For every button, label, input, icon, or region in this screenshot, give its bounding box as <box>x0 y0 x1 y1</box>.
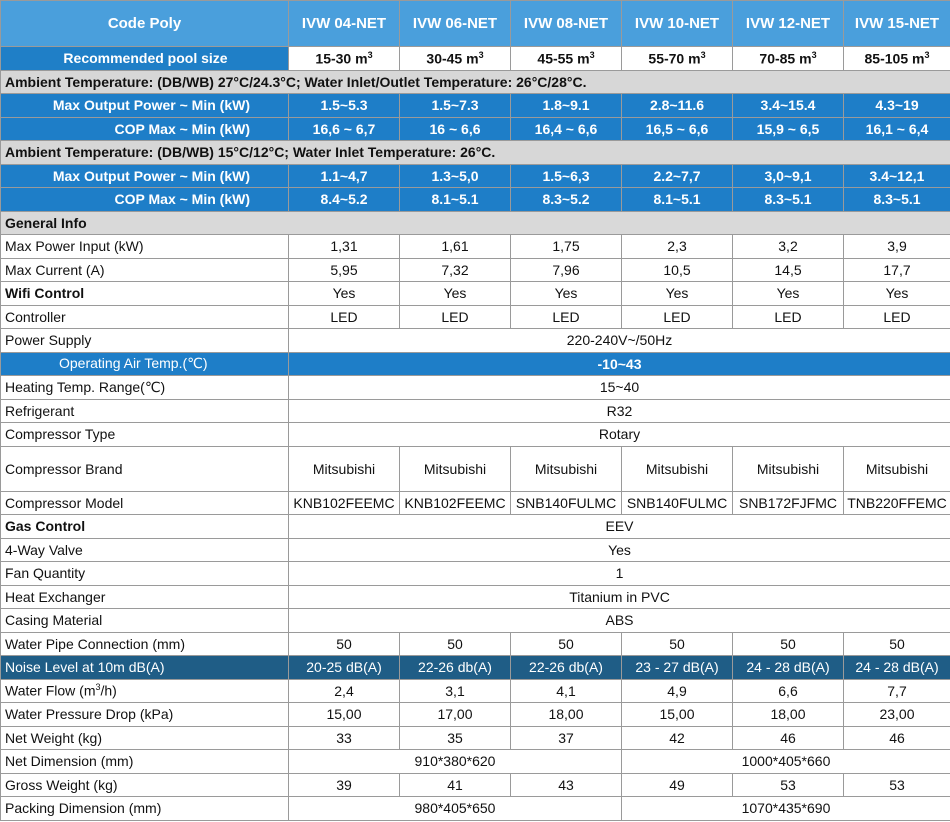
output-power-cell: 1.8~9.1 <box>511 94 622 118</box>
table-cell: Mitsubishi <box>511 446 622 491</box>
table-cell: 14,5 <box>733 258 844 282</box>
cop-cell: 16,4 ~ 6,6 <box>511 117 622 141</box>
output-power-cell: 1.5~7.3 <box>400 94 511 118</box>
output-power-cell: 1.3~5,0 <box>400 164 511 188</box>
table-cell: 37 <box>511 726 622 750</box>
table-cell: Yes <box>289 282 400 306</box>
table-cell: 46 <box>844 726 950 750</box>
table-cell: LED <box>733 305 844 329</box>
cop-cell: 16,1 ~ 6,4 <box>844 117 950 141</box>
cop-label: COP Max ~ Min (kW) <box>1 188 289 212</box>
table-row <box>1 235 950 259</box>
table-cell: 15,00 <box>289 703 400 727</box>
table-cell: 53 <box>733 773 844 797</box>
table-cell: Mitsubishi <box>622 446 733 491</box>
table-row <box>1 679 950 703</box>
table-row <box>1 703 950 727</box>
table-row <box>1 538 950 562</box>
table-cell: 1,75 <box>511 235 622 259</box>
output-power-cell: 1.5~5.3 <box>289 94 400 118</box>
table-cell: 1070*435*690 <box>622 797 950 821</box>
output-power-row-2 <box>1 164 950 188</box>
cop-cell: 15,9 ~ 6,5 <box>733 117 844 141</box>
table-cell: 2,4 <box>289 679 400 703</box>
table-cell: Mitsubishi <box>733 446 844 491</box>
table-cell: Yes <box>400 282 511 306</box>
table-cell: 10,5 <box>622 258 733 282</box>
table-cell: 23,00 <box>844 703 950 727</box>
table-row <box>1 399 950 423</box>
general-info-title: General Info <box>1 211 950 235</box>
row-label: Controller <box>1 305 289 329</box>
table-row <box>1 726 950 750</box>
table-cell: EEV <box>289 515 950 539</box>
row-label: Wifi Control <box>1 282 289 306</box>
output-power-cell: 2.2~7,7 <box>622 164 733 188</box>
table-cell: 1,61 <box>400 235 511 259</box>
table-cell: 35 <box>400 726 511 750</box>
table-cell: 50 <box>511 632 622 656</box>
row-label: 4-Way Valve <box>1 538 289 562</box>
row-label: Fan Quantity <box>1 562 289 586</box>
table-cell: 15~40 <box>289 376 950 400</box>
row-label: Heat Exchanger <box>1 585 289 609</box>
cop-cell: 8.4~5.2 <box>289 188 400 212</box>
table-cell: 15,00 <box>622 703 733 727</box>
output-power-cell: 1.5~6,3 <box>511 164 622 188</box>
output-power-cell: 3.4~12,1 <box>844 164 950 188</box>
table-cell: ABS <box>289 609 950 633</box>
table-row <box>1 585 950 609</box>
table-row <box>1 423 950 447</box>
table-cell: 910*380*620 <box>289 750 622 774</box>
air-temp-row <box>1 352 950 376</box>
table-cell: 2,3 <box>622 235 733 259</box>
table-cell: 22-26 db(A) <box>511 656 622 680</box>
header-row <box>1 1 950 47</box>
cop-row-2 <box>1 188 950 212</box>
table-cell: 42 <box>622 726 733 750</box>
table-cell: 46 <box>733 726 844 750</box>
table-cell: R32 <box>289 399 950 423</box>
table-cell: LED <box>289 305 400 329</box>
table-cell: 23 - 27 dB(A) <box>622 656 733 680</box>
output-power-cell: 1.1~4,7 <box>289 164 400 188</box>
table-cell: Mitsubishi <box>400 446 511 491</box>
table-cell: 50 <box>622 632 733 656</box>
table-cell: 41 <box>400 773 511 797</box>
row-label: Compressor Model <box>1 491 289 515</box>
output-power-cell: 3,0~9,1 <box>733 164 844 188</box>
pool-size-cell: 45-55 $m^3$ <box>511 47 622 71</box>
cop-row-1 <box>1 117 950 141</box>
model-header: IVW 10-NET <box>622 1 733 47</box>
row-label: Water Pressure Drop (kPa) <box>1 703 289 727</box>
table-cell: 17,7 <box>844 258 950 282</box>
row-label: Noise Level at 10m dB(A) <box>1 656 289 680</box>
row-label: Net Dimension (mm) <box>1 750 289 774</box>
cop-cell: 8.3~5.2 <box>511 188 622 212</box>
pool-size-cell: 30-45 $m^3$ <box>400 47 511 71</box>
condition-row-2 <box>1 141 950 165</box>
table-row <box>1 562 950 586</box>
table-cell: 50 <box>844 632 950 656</box>
table-cell: KNB102FEEMC <box>400 491 511 515</box>
table-row <box>1 632 950 656</box>
table-cell: Yes <box>733 282 844 306</box>
pool-size-cell: 85-105 $m^3$ <box>844 47 950 71</box>
model-header: IVW 04-NET <box>289 1 400 47</box>
table-cell: Yes <box>844 282 950 306</box>
cop-cell: 8.3~5.1 <box>733 188 844 212</box>
row-label: Gross Weight (kg) <box>1 773 289 797</box>
table-cell: 7,7 <box>844 679 950 703</box>
table-cell: 20-25 dB(A) <box>289 656 400 680</box>
output-power-row-1 <box>1 94 950 118</box>
table-cell: LED <box>400 305 511 329</box>
row-label: Operating Air Temp.(℃) <box>1 352 289 376</box>
table-cell: 50 <box>400 632 511 656</box>
table-cell: Yes <box>289 538 950 562</box>
noise-row <box>1 656 950 680</box>
cop-cell: 8.1~5.1 <box>400 188 511 212</box>
table-cell: 33 <box>289 726 400 750</box>
table-cell: 5,95 <box>289 258 400 282</box>
table-cell: 980*405*650 <box>289 797 622 821</box>
output-power-cell: 3.4~15.4 <box>733 94 844 118</box>
table-cell: Mitsubishi <box>844 446 950 491</box>
row-label: Heating Temp. Range(℃) <box>1 376 289 400</box>
table-row <box>1 282 950 306</box>
output-power-cell: 2.8~11.6 <box>622 94 733 118</box>
table-cell: LED <box>844 305 950 329</box>
table-cell: 50 <box>733 632 844 656</box>
table-row <box>1 609 950 633</box>
table-cell: 7,96 <box>511 258 622 282</box>
table-cell: Mitsubishi <box>289 446 400 491</box>
table-row <box>1 446 950 491</box>
output-power-label: Max Output Power ~ Min (kW) <box>1 94 289 118</box>
table-cell: 1,31 <box>289 235 400 259</box>
table-row <box>1 329 950 353</box>
header-corner: Code Poly <box>1 1 289 47</box>
table-cell: 24 - 28 dB(A) <box>844 656 950 680</box>
table-cell: 220-240V~/50Hz <box>289 329 950 353</box>
table-cell: LED <box>622 305 733 329</box>
table-cell: 53 <box>844 773 950 797</box>
table-cell: 18,00 <box>511 703 622 727</box>
table-cell: SNB140FULMC <box>511 491 622 515</box>
table-cell: Rotary <box>289 423 950 447</box>
table-cell: SNB140FULMC <box>622 491 733 515</box>
row-label: Compressor Brand <box>1 446 289 491</box>
output-power-cell: 4.3~19 <box>844 94 950 118</box>
table-cell: 4,9 <box>622 679 733 703</box>
condition-row-1 <box>1 70 950 94</box>
general-info-row <box>1 211 950 235</box>
row-label: Gas Control <box>1 515 289 539</box>
cop-cell: 8.1~5.1 <box>622 188 733 212</box>
table-cell: 4,1 <box>511 679 622 703</box>
table-cell: 3,1 <box>400 679 511 703</box>
table-row <box>1 515 950 539</box>
row-label: Power Supply <box>1 329 289 353</box>
cop-cell: 16,5 ~ 6,6 <box>622 117 733 141</box>
table-cell: SNB172FJFMC <box>733 491 844 515</box>
table-row <box>1 773 950 797</box>
table-cell: Titanium in PVC <box>289 585 950 609</box>
table-cell: 6,6 <box>733 679 844 703</box>
table-row <box>1 750 950 774</box>
table-cell: 50 <box>289 632 400 656</box>
table-row <box>1 797 950 821</box>
table-cell: Yes <box>511 282 622 306</box>
table-row <box>1 376 950 400</box>
output-power-label: Max Output Power ~ Min (kW) <box>1 164 289 188</box>
table-cell: 1000*405*660 <box>622 750 950 774</box>
row-label: Max Power Input (kW) <box>1 235 289 259</box>
row-label: Compressor Type <box>1 423 289 447</box>
table-cell: 43 <box>511 773 622 797</box>
table-cell: 1 <box>289 562 950 586</box>
table-row <box>1 305 950 329</box>
cop-cell: 16 ~ 6,6 <box>400 117 511 141</box>
cop-cell: 16,6 ~ 6,7 <box>289 117 400 141</box>
model-header: IVW 08-NET <box>511 1 622 47</box>
table-cell: 49 <box>622 773 733 797</box>
condition-text-2: Ambient Temperature: (DB/WB) 15°C/12°C; Water Inlet Temperature: 26°C. <box>1 141 950 165</box>
table-row <box>1 491 950 515</box>
table-cell: 24 - 28 dB(A) <box>733 656 844 680</box>
table-cell: 39 <box>289 773 400 797</box>
condition-text-1: Ambient Temperature: (DB/WB) 27°C/24.3°C; Water Inlet/Outlet Temperature: 26°C/28°C. <box>1 70 950 94</box>
table-cell: KNB102FEEMC <box>289 491 400 515</box>
table-row <box>1 258 950 282</box>
table-cell: -10~43 <box>289 352 950 376</box>
table-cell: 22-26 db(A) <box>400 656 511 680</box>
row-label: Refrigerant <box>1 399 289 423</box>
row-label: Net Weight (kg) <box>1 726 289 750</box>
row-label: Max Current (A) <box>1 258 289 282</box>
row-label: Water Pipe Connection (mm) <box>1 632 289 656</box>
row-label: Packing Dimension (mm) <box>1 797 289 821</box>
cop-label: COP Max ~ Min (kW) <box>1 117 289 141</box>
table-cell: Yes <box>622 282 733 306</box>
pool-size-cell: 70-85 $m^3$ <box>733 47 844 71</box>
table-cell: TNB220FFEMC <box>844 491 950 515</box>
model-header: IVW 06-NET <box>400 1 511 47</box>
table-cell: 17,00 <box>400 703 511 727</box>
model-header: IVW 15-NET <box>844 1 950 47</box>
table-cell: 7,32 <box>400 258 511 282</box>
model-header: IVW 12-NET <box>733 1 844 47</box>
table-cell: 3,2 <box>733 235 844 259</box>
pool-size-label: Recommended pool size <box>1 47 289 71</box>
pool-size-row <box>1 47 950 71</box>
pool-size-cell: 15-30 $m^3$ <box>289 47 400 71</box>
pool-size-cell: 55-70 $m^3$ <box>622 47 733 71</box>
row-label: Water Flow $(m^3/h)$ <box>1 679 289 703</box>
table-cell: 18,00 <box>733 703 844 727</box>
cop-cell: 8.3~5.1 <box>844 188 950 212</box>
row-label: Casing Material <box>1 609 289 633</box>
table-cell: LED <box>511 305 622 329</box>
table-cell: 3,9 <box>844 235 950 259</box>
